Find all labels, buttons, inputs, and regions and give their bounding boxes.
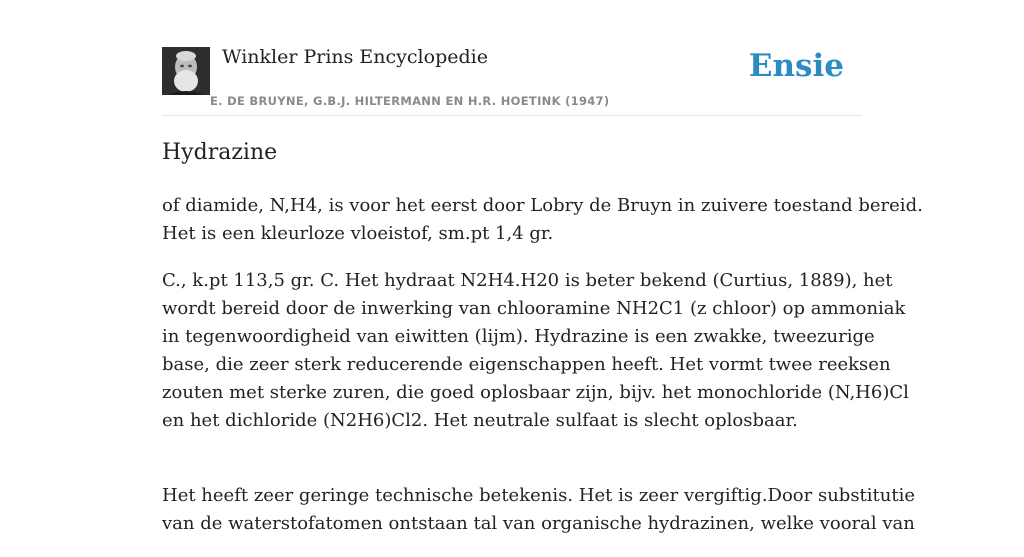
text-line: in tegenwoordigheid van eiwitten (lijm). Hydrazine is een zwakke, tweezurige <box>162 326 875 347</box>
authors-line: E. DE BRUYNE, G.B.J. HILTERMANN EN H.R. HOETINK (1947) <box>210 94 610 108</box>
text-line: Het heeft zeer geringe technische betekenis. Het is zeer vergiftig.Door substitutie <box>162 485 916 506</box>
paragraph <box>162 267 909 435</box>
text-line: wordt bereid door de inwerking van chlooramine NH2C1 (z chloor) op ammoniak <box>162 298 906 319</box>
paragraph <box>162 192 923 248</box>
paragraph <box>162 454 916 538</box>
text-line: of diamide, N,H4, is voor het eerst door Lobry de Bruyn in zuivere toestand bereid. <box>162 195 923 216</box>
encyclopedia-title-link[interactable]: Winkler Prins Encyclopedie <box>222 46 488 68</box>
text-line: base, die zeer sterk reducerende eigenschappen heeft. Het vormt twee reeksen <box>162 354 891 375</box>
page-title: Hydrazine <box>162 140 278 165</box>
article-body <box>162 192 923 557</box>
author-portrait-avatar <box>162 47 210 95</box>
text-line: en het dichloride (N2H6)Cl2. Het neutrale sulfaat is slecht oplosbaar. <box>162 410 798 431</box>
text-line: zouten met sterke zuren, die goed oplosbaar zijn, bijv. het monochloride (N,H6)Cl <box>162 382 909 403</box>
text-line: Het is een kleurloze vloeistof, sm.pt 1,4 gr. <box>162 223 554 244</box>
text-line: van de waterstofatomen ontstaan tal van organische hydrazinen, welke vooral van <box>162 513 915 534</box>
site-header <box>162 40 862 116</box>
text-line: C., k.pt 113,5 gr. C. Het hydraat N2H4.H20 is beter bekend (Curtius, 1889), het <box>162 270 893 291</box>
text-line <box>162 454 862 482</box>
ensie-logo-link[interactable]: Ensie <box>748 48 844 84</box>
